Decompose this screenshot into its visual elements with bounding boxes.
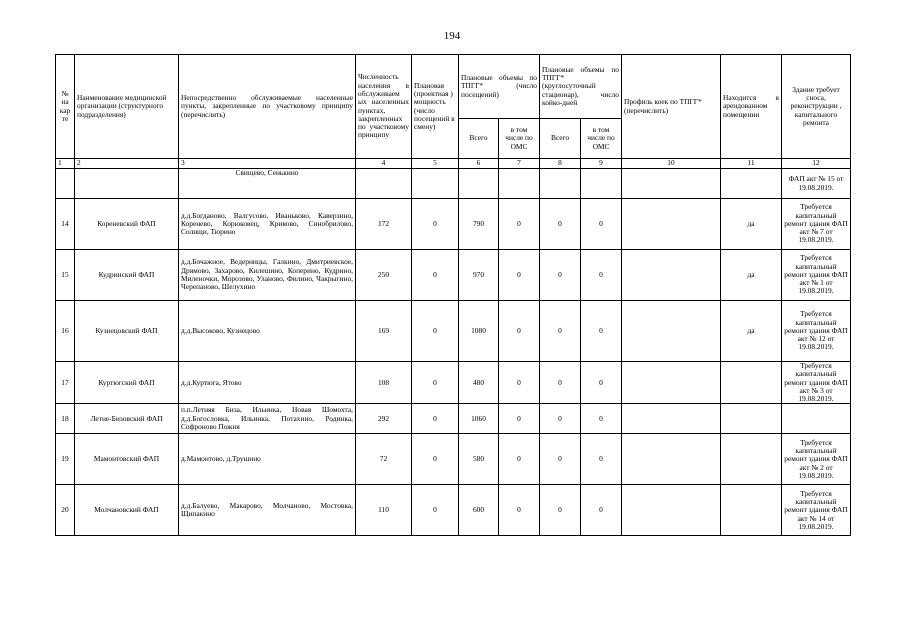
beds-all: 0 bbox=[540, 301, 581, 362]
settlements: д.д.Куртюга, Ятово bbox=[179, 362, 356, 404]
col-number: 6 bbox=[459, 159, 499, 169]
building-status: Требуется капитальный ремонт здания ФАП акт № 3 от 19.08.2019. bbox=[782, 362, 851, 404]
table-row bbox=[56, 434, 851, 485]
visits-all: 1060 bbox=[459, 404, 499, 434]
visits-all: 1080 bbox=[459, 301, 499, 362]
population: 250 bbox=[356, 250, 412, 301]
capacity: 0 bbox=[412, 485, 459, 536]
col-number: 9 bbox=[581, 159, 622, 169]
carry-settlements: Свищево, Сенькино bbox=[179, 169, 356, 199]
visits-oms: 0 bbox=[499, 362, 540, 404]
visits-oms: 0 bbox=[499, 434, 540, 485]
table-row bbox=[56, 404, 851, 434]
beds-all: 0 bbox=[540, 404, 581, 434]
building-status: Требуется капитальный ремонт здания ФАП акт № 1 от 19.08.2019. bbox=[782, 250, 851, 301]
table-row bbox=[56, 250, 851, 301]
capacity: 0 bbox=[412, 301, 459, 362]
beds-all: 0 bbox=[540, 485, 581, 536]
carry-building: ФАП акт № 15 от 19.08.2019. bbox=[782, 169, 851, 199]
beds-oms: 0 bbox=[581, 301, 622, 362]
col-number: 7 bbox=[499, 159, 540, 169]
header-col-6-all: Всего bbox=[459, 119, 499, 159]
page-number: 194 bbox=[443, 30, 461, 42]
column-number-row bbox=[56, 159, 851, 169]
header-col-9-oms: в том числе по ОМС bbox=[581, 119, 622, 159]
rented-status bbox=[721, 485, 782, 536]
capacity: 0 bbox=[412, 362, 459, 404]
settlements: д.д.Богданово, Валгусово, Иваньково, Каверзино, Коренево, Корюковец, Кривово, Синобрилово, Солищи, Тюрино bbox=[179, 199, 356, 250]
settlements: д.д.Высоково, Кузнецово bbox=[179, 301, 356, 362]
col-number: 12 bbox=[782, 159, 851, 169]
beds-all: 0 bbox=[540, 434, 581, 485]
bed-profile bbox=[622, 434, 721, 485]
facility-name: Летне-Бизовский ФАП bbox=[75, 404, 179, 434]
capacity: 0 bbox=[412, 404, 459, 434]
beds-oms: 0 bbox=[581, 434, 622, 485]
capacity: 0 bbox=[412, 250, 459, 301]
visits-all: 600 bbox=[459, 485, 499, 536]
col-number: 4 bbox=[356, 159, 412, 169]
row-num: 14 bbox=[56, 199, 75, 250]
facility-name: Мамонтовский ФАП bbox=[75, 434, 179, 485]
header-row-1 bbox=[56, 55, 851, 119]
header-col-4: Численность населения в обслуживаем ых населенных пунктах, закрепленных по участковому принципу bbox=[356, 55, 412, 159]
header-col-7-oms: в том числе по ОМС bbox=[499, 119, 540, 159]
rented-status bbox=[721, 362, 782, 404]
table-row bbox=[56, 199, 851, 250]
header-col-1: № на кар те bbox=[56, 55, 75, 159]
facility-name: Кореневский ФАП bbox=[75, 199, 179, 250]
beds-all: 0 bbox=[540, 250, 581, 301]
settlements: п.п.Летняя Биза, Ильинка, Новая Шомохта, д.д.Богословка, Ильинка, Потахино, Родинка, Софроново Пожня bbox=[179, 404, 356, 434]
col-number: 11 bbox=[721, 159, 782, 169]
population: 292 bbox=[356, 404, 412, 434]
header-col-8: Плановые объемы по ТПГГ* (круглосуточный стационар), число койко-дней bbox=[540, 55, 622, 119]
col-number: 2 bbox=[75, 159, 179, 169]
bed-profile bbox=[622, 250, 721, 301]
bed-profile bbox=[622, 362, 721, 404]
header-col-11: Находится в арендованном помещении bbox=[721, 55, 782, 159]
carry-over-row bbox=[56, 169, 851, 199]
header-col-6: Плановые объемы по ТПГГ* (число посещений) bbox=[459, 55, 540, 119]
population: 72 bbox=[356, 434, 412, 485]
visits-oms: 0 bbox=[499, 250, 540, 301]
header-col-10: Профиль коек по ТПГГ* (перечислить) bbox=[622, 55, 721, 159]
col-number: 10 bbox=[622, 159, 721, 169]
row-num: 17 bbox=[56, 362, 75, 404]
rented-status: да bbox=[721, 199, 782, 250]
table-row bbox=[56, 362, 851, 404]
bed-profile bbox=[622, 199, 721, 250]
col-number: 5 bbox=[412, 159, 459, 169]
row-num: 19 bbox=[56, 434, 75, 485]
capacity: 0 bbox=[412, 434, 459, 485]
table-row bbox=[56, 485, 851, 536]
row-num: 20 bbox=[56, 485, 75, 536]
facility-name: Куртюгский ФАП bbox=[75, 362, 179, 404]
building-status bbox=[782, 404, 851, 434]
col-number: 8 bbox=[540, 159, 581, 169]
header-col-5: Плановая (проектная ) мощность (число посещений в смену) bbox=[412, 55, 459, 159]
visits-all: 970 bbox=[459, 250, 499, 301]
facility-name: Кузнецовский ФАП bbox=[75, 301, 179, 362]
population: 172 bbox=[356, 199, 412, 250]
visits-all: 790 bbox=[459, 199, 499, 250]
population: 110 bbox=[356, 485, 412, 536]
beds-all: 0 bbox=[540, 362, 581, 404]
building-status: Требуется капитальный ремонт здания ФАП акт № 14 от 19.08.2019. bbox=[782, 485, 851, 536]
visits-oms: 0 bbox=[499, 485, 540, 536]
row-num: 16 bbox=[56, 301, 75, 362]
facility-name: Кудринский ФАП bbox=[75, 250, 179, 301]
facility-name: Молчановский ФАП bbox=[75, 485, 179, 536]
beds-oms: 0 bbox=[581, 362, 622, 404]
beds-oms: 0 bbox=[581, 404, 622, 434]
table-row bbox=[56, 301, 851, 362]
visits-all: 580 bbox=[459, 434, 499, 485]
row-num: 15 bbox=[56, 250, 75, 301]
beds-oms: 0 bbox=[581, 199, 622, 250]
building-status: Требуется капитальный ремонт здания ФАП акт № 12 от 19.08.2019. bbox=[782, 301, 851, 362]
settlements: д.д.Балуево, Макарово, Молчаново, Мостовка, Щипакино bbox=[179, 485, 356, 536]
row-num: 18 bbox=[56, 404, 75, 434]
bed-profile bbox=[622, 301, 721, 362]
col-number: 1 bbox=[56, 159, 75, 169]
rented-status: да bbox=[721, 301, 782, 362]
header-col-12: Здание требует сноса, реконструкции , капитального ремонта bbox=[782, 55, 851, 159]
population: 169 bbox=[356, 301, 412, 362]
settlements: д.д.Бочажное, Ведерницы, Галкино, Дмитриевское, Дрямово, Захарово, Килешино, Коперино, Кудрино, Миленочки, Морозово, Уланово, Филино, Чакрыгино, Черепаново, Шелухино bbox=[179, 250, 356, 301]
header-col-8-all: Всего bbox=[540, 119, 581, 159]
population: 108 bbox=[356, 362, 412, 404]
visits-oms: 0 bbox=[499, 404, 540, 434]
capacity: 0 bbox=[412, 199, 459, 250]
beds-oms: 0 bbox=[581, 250, 622, 301]
settlements: д.Мамонтово, д.Трушино bbox=[179, 434, 356, 485]
col-number: 3 bbox=[179, 159, 356, 169]
visits-oms: 0 bbox=[499, 199, 540, 250]
beds-oms: 0 bbox=[581, 485, 622, 536]
rented-status bbox=[721, 404, 782, 434]
header-col-3: Непосредственно обслуживаемые населенные пункты, закрепленные по участковому принципу (перечислить) bbox=[179, 55, 356, 159]
building-status: Требуется капитальный ремонт здания ФАП акт № 2 от 19.08.2019. bbox=[782, 434, 851, 485]
visits-oms: 0 bbox=[499, 301, 540, 362]
building-status: Требуется капитальный ремонт здания ФАП акт № 7 от 19.08.2019. bbox=[782, 199, 851, 250]
facilities-table bbox=[55, 54, 851, 536]
rented-status: да bbox=[721, 250, 782, 301]
visits-all: 480 bbox=[459, 362, 499, 404]
rented-status bbox=[721, 434, 782, 485]
header-col-2: Наименование медицинской организации (структурного подразделения) bbox=[75, 55, 179, 159]
beds-all: 0 bbox=[540, 199, 581, 250]
bed-profile bbox=[622, 404, 721, 434]
bed-profile bbox=[622, 485, 721, 536]
